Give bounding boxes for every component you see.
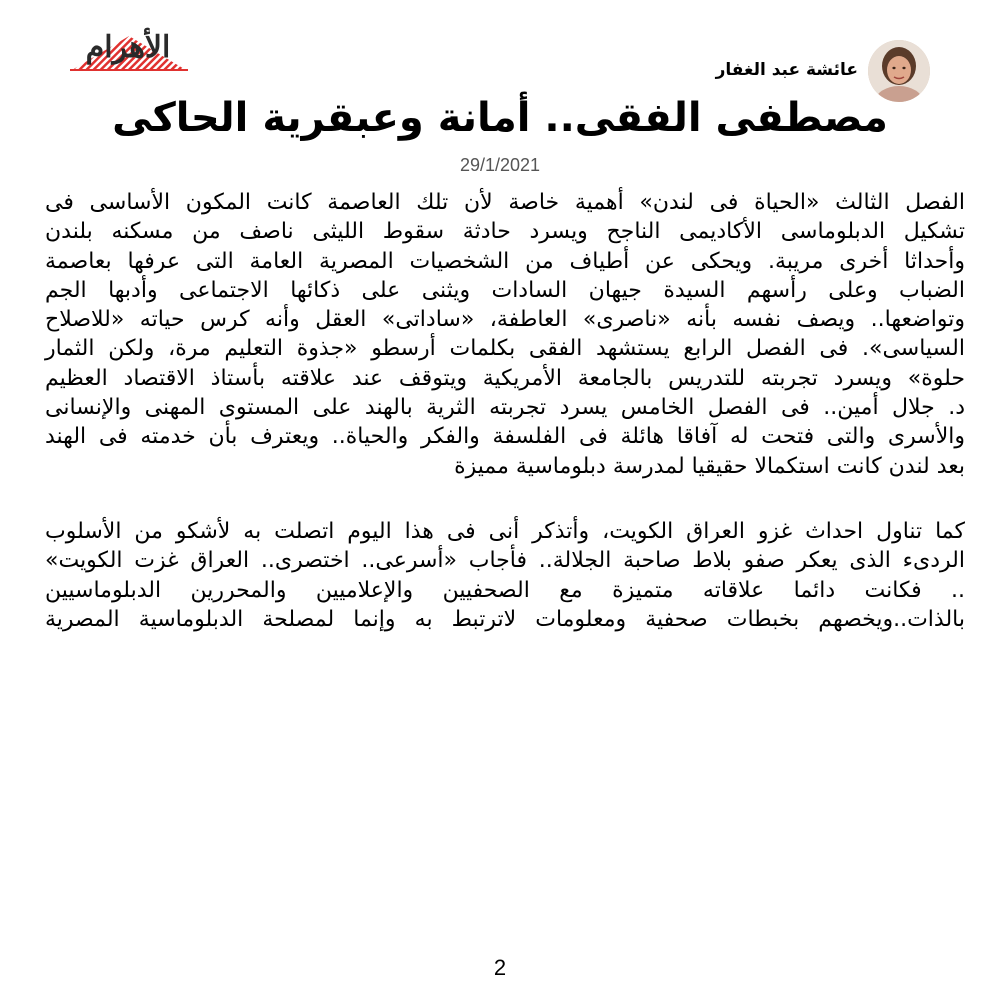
text-line: وأحداثا أخرى مريبة. ويحكى عن أطياف من الشخصيات المصرية العامة التى عرفها بعاصمة (45, 248, 965, 274)
publication-date: 29/1/2021 (459, 155, 541, 175)
text-line: بعد لندن كانت استكمالا حقيقيا لمدرسة دبلوماسية مميزة (454, 453, 965, 479)
page-number: 2 (493, 955, 507, 980)
text-line: د. جلال أمين.. فى الفصل الخامس يسرد تجربته الثرية بالهند على المستوى المهنى والإنسانى (45, 395, 965, 421)
text-line: والأسرى والتى فتحت له آفاقا هائلة فى الفلسفة والفكر والحياة.. ويعترف بأن خدمته فى الهند (45, 424, 965, 450)
text-line: كما تناول احداث غزو العراق الكويت، وأتذكر أنى فى هذا اليوم اتصلت به لأشكو من الأسلوب (45, 518, 965, 544)
text-line: الفصل الثالث «الحياة فى لندن» أهمية خاصة لأن تلك العاصمة كانت المكون الأساسى فى (45, 190, 965, 215)
logo-wordmark: الأهرام (85, 30, 171, 65)
paragraph-spacer (45, 481, 965, 517)
text-line: الضباب وعلى رأسهم السيدة جيهان السادات ويثنى على ذكائها الاجتماعى وأدبها الجم (45, 277, 965, 303)
article-title: مصطفى الفقى.. أمانة وعبقرية الحاكى (112, 95, 888, 141)
paragraph-2 (45, 517, 965, 634)
text-line: وتواضعها.. ويصف نفسه بأنه «ناصرى» العاطفة، «ساداتى» العقل وأنه كرس حياته «للاصلاح (45, 307, 965, 333)
text-line: تشكيل الدبلوماسى الأكاديمى الناجح ويسرد حادثة سقوط الليثى ناصف من مسكنه بلندن (45, 219, 965, 245)
author-name: عائشة عبد الغفار (715, 60, 858, 80)
text-line: .. فكانت دائما علاقاته متميزة مع الصحفيين والإعلاميين والمحررين الدبلوماسيين (45, 577, 965, 603)
article-body (45, 188, 965, 634)
newspaper-logo (70, 28, 188, 74)
text-line: السياسى». فى الفصل الرابع يستشهد الفقى بكلمات أرسطو «جذوة التعليم مرة، ولكن الثمار (45, 336, 965, 362)
text-line: بالذات..ويخصهم بخبطات صحفية ومعلومات لاترتبط به وإنما لمصلحة الدبلوماسية المصرية (45, 606, 965, 632)
text-line: حلوة» ويسرد تجربته للتدريس بالجامعة الأمريكية ويتوقف عند علاقته بأستاذ الاقتصاد العظيم (45, 365, 965, 391)
paragraph-1 (45, 188, 965, 481)
text-line: الردىء الذى يعكر صفو بلاط صاحبة الجلالة.. فأجاب «أسرعى.. اختصرى.. العراق غزت الكويت» (45, 548, 965, 574)
